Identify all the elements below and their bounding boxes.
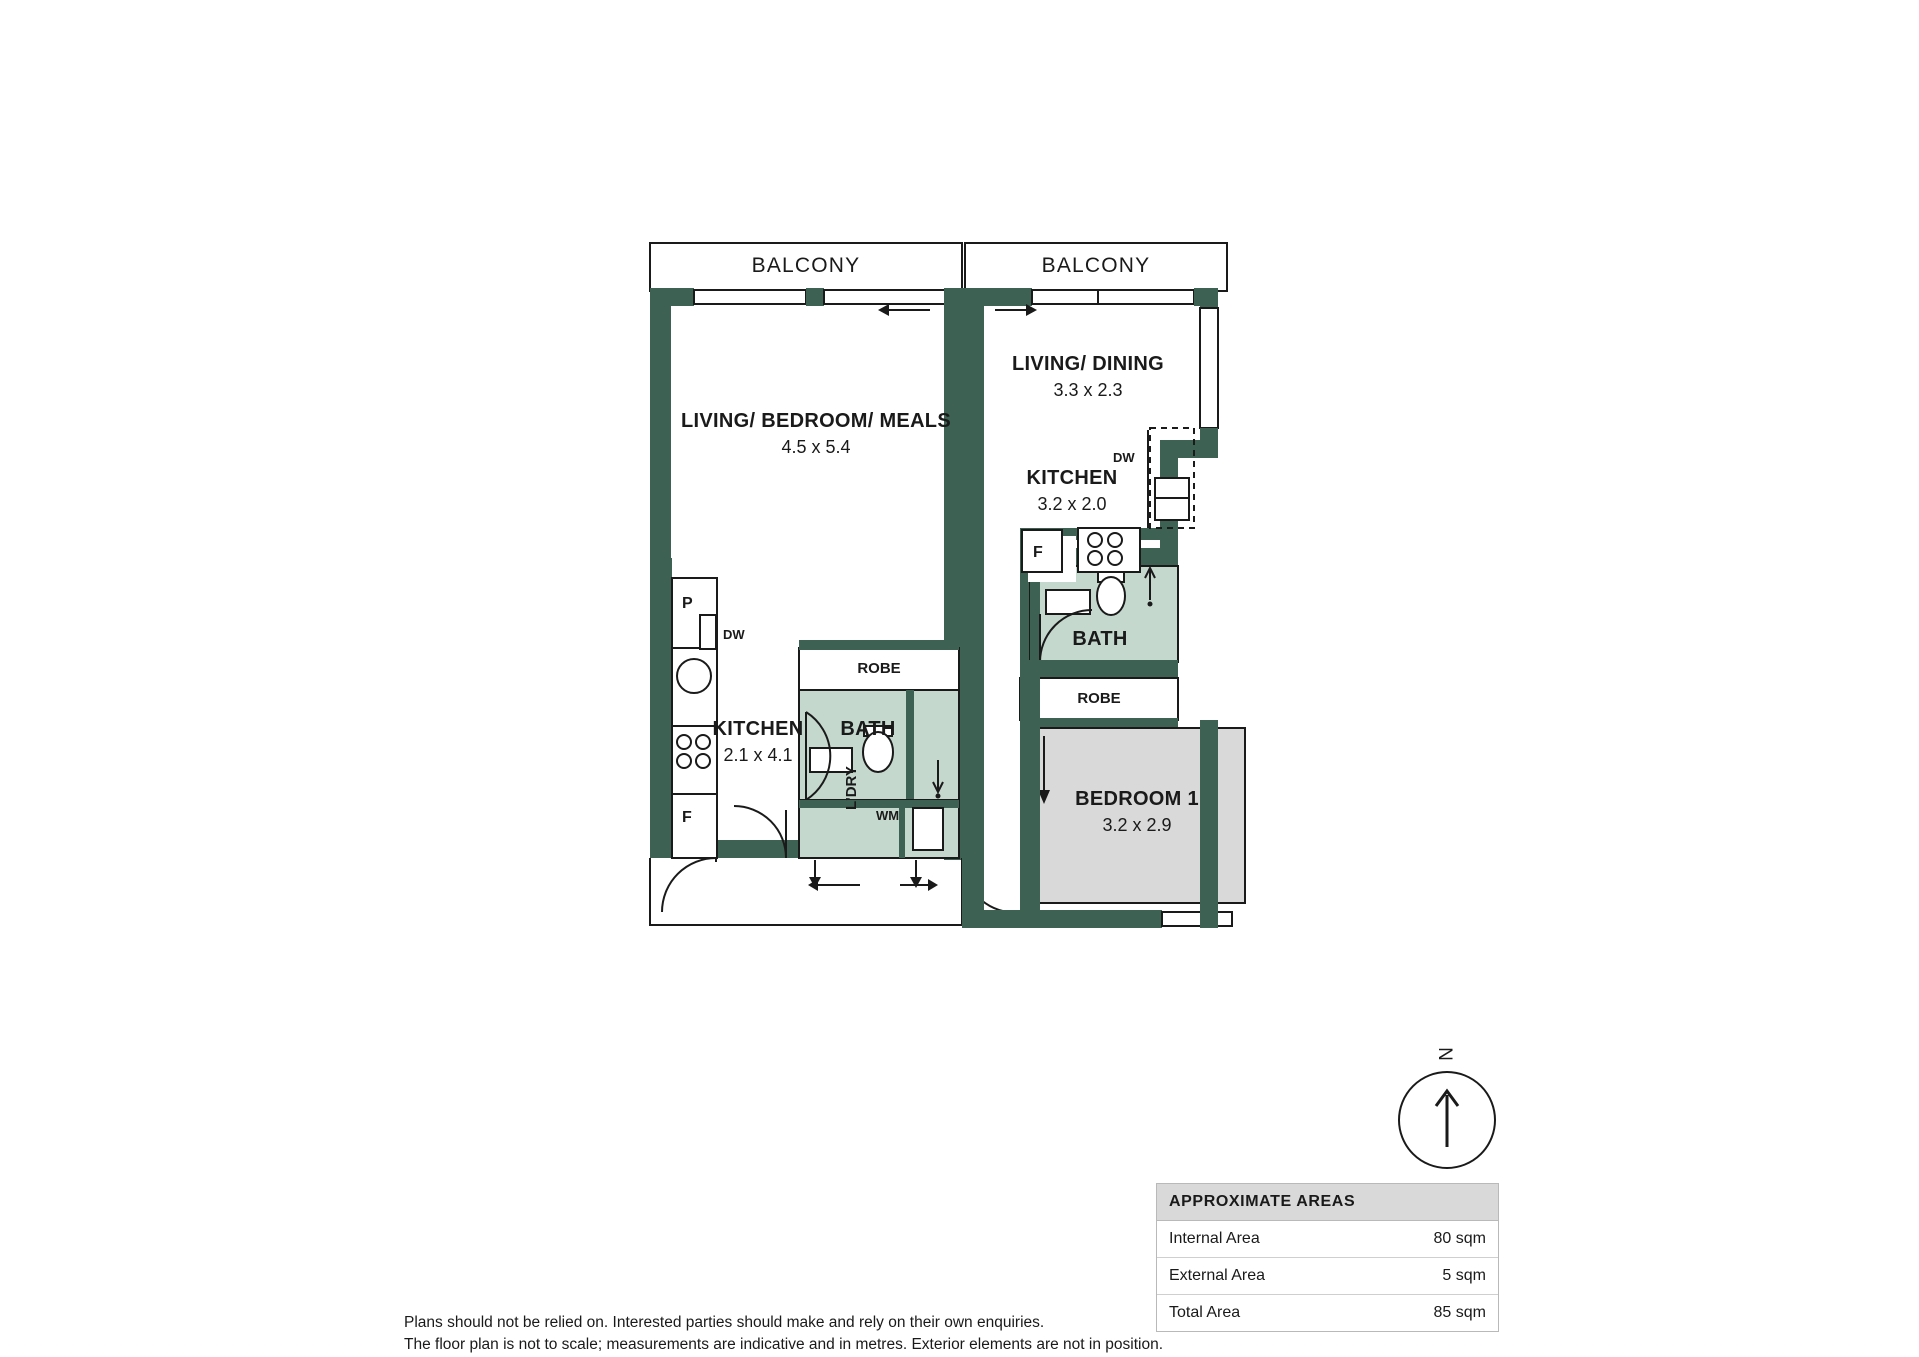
fixture-label-dishwasher-left: DW	[723, 627, 745, 642]
room-label-laundry: L'DRY	[843, 766, 860, 810]
area-label-total: Total Area	[1169, 1304, 1241, 1321]
svg-text:F: F	[1033, 544, 1043, 561]
room-dim-living-dining: 3.3 x 2.3	[1053, 380, 1123, 400]
room-label-bedroom-1: BEDROOM 1	[1075, 788, 1199, 810]
svg-text:F: F	[682, 809, 692, 826]
north-label: N	[1433, 1047, 1455, 1061]
room-label-kitchen-right: KITCHEN	[1026, 467, 1118, 489]
fixture-label-dishwasher-right: DW	[1113, 450, 1135, 465]
room-label-balcony-right: BALCONY	[1041, 254, 1151, 277]
room-label-kitchen-left: KITCHEN	[712, 718, 804, 740]
room-label-bath-left: BATH	[840, 718, 896, 740]
room-label-bath-right: BATH	[1072, 628, 1128, 650]
area-value-total: 85 sqm	[1433, 1304, 1486, 1321]
room-label-living-bedroom-meals: LIVING/ BEDROOM/ MEALS	[681, 410, 951, 432]
disclaimer	[404, 1312, 1163, 1357]
table-row	[1157, 1258, 1498, 1295]
disclaimer-line-2: The floor plan is not to scale; measurements are indicative and in metres. Exterior elements are not in position.	[404, 1336, 1164, 1354]
disclaimer-line-1: Plans should not be relied on. Interested parties should make and rely on their own enquiries.	[404, 1314, 1045, 1331]
room-label-living-dining: LIVING/ DINING	[1012, 353, 1164, 375]
svg-text:P: P	[682, 595, 693, 612]
table-row	[1157, 1221, 1498, 1258]
area-label-external: External Area	[1169, 1267, 1266, 1284]
table-row	[1157, 1295, 1498, 1331]
area-value-external: 5 sqm	[1442, 1267, 1486, 1284]
room-label-balcony-left: BALCONY	[751, 254, 861, 277]
room-dim-kitchen-right: 3.2 x 2.0	[1037, 494, 1107, 514]
approximate-areas-table	[1156, 1183, 1499, 1332]
area-label-internal: Internal Area	[1169, 1230, 1260, 1247]
room-dim-living-bedroom-meals: 4.5 x 5.4	[781, 437, 851, 457]
room-label-robe-left: ROBE	[857, 660, 901, 677]
fixture-label-washing-machine: WM	[876, 808, 900, 823]
room-dim-bedroom-1: 3.2 x 2.9	[1102, 815, 1172, 835]
areas-table-title: APPROXIMATE AREAS	[1157, 1184, 1498, 1221]
room-label-robe-right: ROBE	[1077, 690, 1121, 707]
room-dim-kitchen-left: 2.1 x 4.1	[723, 745, 793, 765]
area-value-internal: 80 sqm	[1433, 1230, 1486, 1247]
north-compass	[1392, 1065, 1502, 1175]
